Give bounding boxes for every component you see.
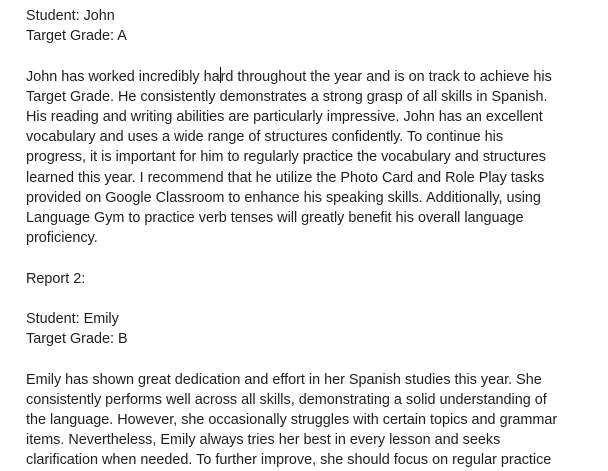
report-paragraph[interactable]	[26, 67, 586, 249]
paragraph-line: items. Nevertheless, Emily always tries her best in every lesson and seeks	[26, 432, 501, 449]
paragraph-line: the language. However, she occasionally struggles with certain topics and grammar	[26, 412, 558, 428]
target-grade-line: Target Grade: A	[26, 28, 127, 45]
paragraph-line: Target Grade. He consistently demonstrates a strong grasp of all skills in Spanish.	[26, 88, 548, 105]
paragraph-line: Language Gym to practice verb tenses will greatly benefit his overall language	[26, 210, 524, 227]
report-paragraph[interactable]	[26, 370, 586, 471]
document-body[interactable]	[26, 6, 586, 471]
blank-line	[26, 46, 586, 66]
paragraph-line: provided on Google Classroom to enhance his speaking skills. Additionally, using	[26, 189, 541, 206]
paragraph-line: progress, it is important for him to regularly practice the vocabulary and structures	[26, 149, 546, 166]
paragraph-line: learned this year. I recommend that he utilize the Photo Card and Role Play tasks	[26, 169, 545, 186]
blank-line	[26, 289, 586, 309]
paragraph-line	[26, 67, 586, 87]
paragraph-line: consistently performs well across all skills, demonstrating a solid understanding of	[26, 391, 547, 408]
blank-line	[26, 248, 586, 268]
paragraph-line: Emily has shown great dedication and effort in her Spanish studies this year. She	[26, 371, 542, 388]
paragraph-line: vocabulary and uses a wide range of structures confidently. To continue his	[26, 129, 504, 146]
paragraph-line: His reading and writing abilities are particularly impressive. John has an excellent	[26, 109, 543, 125]
paragraph-line: proficiency.	[26, 230, 98, 247]
text-after-caret: rd throughout the year and is on track to achieve his	[220, 68, 552, 85]
report-heading: Report 2:	[26, 270, 86, 287]
blank-line	[26, 349, 586, 369]
paragraph-line: clarification when needed. To further improve, she should focus on regular practice	[26, 452, 552, 469]
target-grade-line: Target Grade: B	[26, 331, 128, 348]
student-name-line: Student: John	[26, 8, 115, 24]
text-before-caret: John has worked incredibly ha	[26, 68, 220, 85]
student-name-line: Student: Emily	[26, 311, 119, 327]
